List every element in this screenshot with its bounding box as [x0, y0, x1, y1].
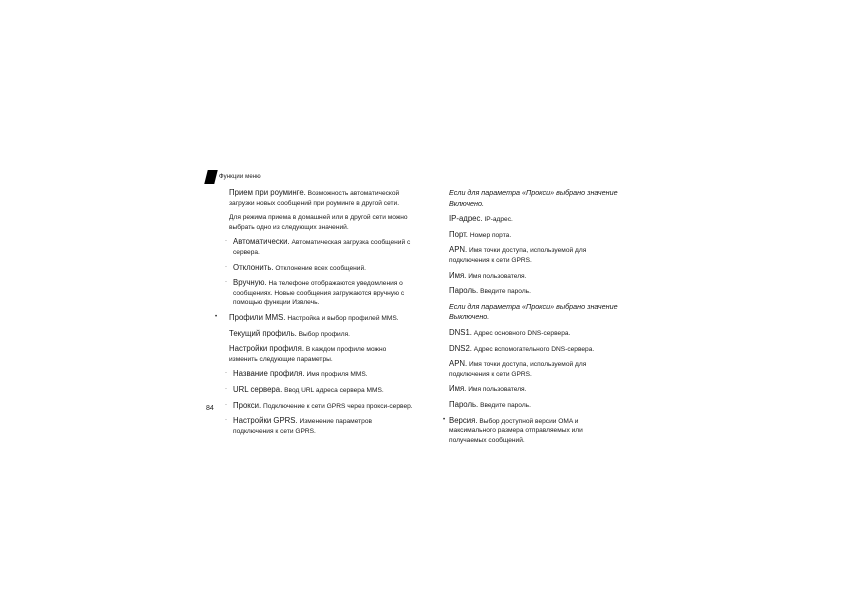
- paragraph: [229, 213, 414, 232]
- term: Настройки GPRS.: [233, 416, 298, 426]
- term: Имя.: [449, 384, 467, 394]
- term: IP-адрес.: [449, 214, 483, 224]
- term: Профили MMS.: [229, 312, 286, 322]
- paragraph: [225, 416, 414, 436]
- paragraph: [225, 400, 414, 412]
- paragraph: [225, 278, 414, 308]
- bullet-icon: ·: [225, 370, 227, 377]
- bullet-icon: •: [443, 416, 446, 423]
- term: Отклонить.: [233, 262, 274, 272]
- description: Выбор профиля.: [296, 330, 350, 338]
- description: Отклонение всех сообщений.: [273, 264, 366, 272]
- paragraph: [449, 359, 619, 379]
- paragraph: [449, 230, 619, 241]
- description: Для режима приема в домашней или в другой сети можно выбрать одно из следующих значений.: [229, 214, 408, 231]
- description: Имя профиля MMS.: [304, 371, 368, 379]
- page-number: 84: [206, 405, 214, 412]
- italic-note: Если для параметра «Прокси» выбрано значение Включено.: [449, 188, 618, 208]
- description: Автоматическая загрузка сообщений с сервера.: [233, 239, 411, 256]
- paragraph: [449, 188, 619, 209]
- description: Номер порта.: [467, 231, 512, 239]
- paragraph: [225, 369, 414, 380]
- term: Версия.: [449, 415, 478, 425]
- paragraph: [225, 237, 414, 257]
- paragraph: [225, 384, 414, 396]
- paragraph: [449, 286, 619, 297]
- term: URL сервера.: [233, 384, 283, 394]
- description: Возможность автоматической загрузки новых сообщений при роуминге в другой сети.: [229, 190, 400, 207]
- term: Вручную.: [233, 278, 267, 288]
- description: IP-адрес.: [482, 216, 513, 224]
- italic-note: Если для параметра «Прокси» выбрано значение Выключено.: [449, 301, 618, 322]
- term: Текущий профиль.: [229, 328, 297, 338]
- term: DNS2.: [449, 343, 472, 353]
- paragraph: [229, 188, 414, 208]
- description: Подключение к сети GPRS через прокси-сервер.: [261, 402, 413, 410]
- term: Пароль.: [449, 286, 479, 296]
- description: Введите пароль.: [478, 401, 531, 409]
- term: Автоматически.: [233, 237, 290, 247]
- term: DNS1.: [449, 327, 472, 337]
- description: Имя пользователя.: [466, 272, 527, 280]
- bullet-icon: ·: [225, 401, 227, 408]
- description: Адрес вспомогательного DNS-сервера.: [471, 345, 595, 353]
- description: Выбор доступной версии OMA и максимального размера отправляемых или получаемых сообщений.: [449, 417, 583, 444]
- bullet-icon: ·: [225, 385, 227, 392]
- term: APN.: [449, 359, 468, 369]
- term: Пароль.: [449, 399, 479, 409]
- description: Введите пароль.: [478, 288, 531, 296]
- paragraph: [229, 344, 414, 364]
- description: Настройка и выбор профилей MMS.: [285, 314, 399, 322]
- bullet-icon: ·: [225, 238, 227, 245]
- term: APN.: [449, 245, 468, 255]
- paragraph: [449, 384, 619, 395]
- paragraph: [449, 328, 619, 339]
- section-title: Функции меню: [219, 174, 261, 180]
- description: Имя точки доступа, используемой для подключения к сети GPRS.: [449, 247, 587, 264]
- description: На телефоне отображаются уведомления о сообщениях. Новые сообщения загружаются вручную с помощью функции Извлечь.: [233, 280, 405, 307]
- bullet-icon: ·: [225, 263, 227, 270]
- paragraph: [449, 344, 619, 355]
- paragraph: [229, 329, 414, 340]
- term: Название профиля.: [233, 369, 305, 379]
- bullet-icon: •: [215, 313, 218, 320]
- paragraph: [449, 214, 619, 225]
- description: Изменение параметров подключения к сети GPRS.: [233, 418, 373, 435]
- description: Имя точки доступа, используемой для подключения к сети GPRS.: [449, 361, 587, 378]
- paragraph: [449, 400, 619, 411]
- paragraph: [449, 302, 619, 323]
- term: Имя.: [449, 270, 467, 280]
- paragraph: [449, 271, 619, 282]
- description: Имя пользователя.: [466, 386, 527, 394]
- bullet-icon: ·: [225, 417, 227, 424]
- left-column: [215, 188, 414, 441]
- description: Ввод URL адреса сервера MMS.: [282, 386, 384, 394]
- paragraph: [449, 245, 619, 265]
- paragraph: [225, 262, 414, 274]
- paragraph: [443, 415, 619, 446]
- bullet-icon: ·: [225, 279, 227, 286]
- term: Настройки профиля.: [229, 344, 304, 354]
- term: Порт.: [449, 229, 468, 239]
- right-column: [443, 188, 619, 450]
- term: Прокси.: [233, 400, 262, 410]
- description: Адрес основного DNS-сервера.: [471, 329, 571, 337]
- description: В каждом профиле можно изменить следующие параметры.: [229, 346, 387, 363]
- paragraph: [215, 312, 414, 324]
- term: Прием при роуминге.: [229, 188, 306, 197]
- section-marker-icon: [204, 170, 217, 184]
